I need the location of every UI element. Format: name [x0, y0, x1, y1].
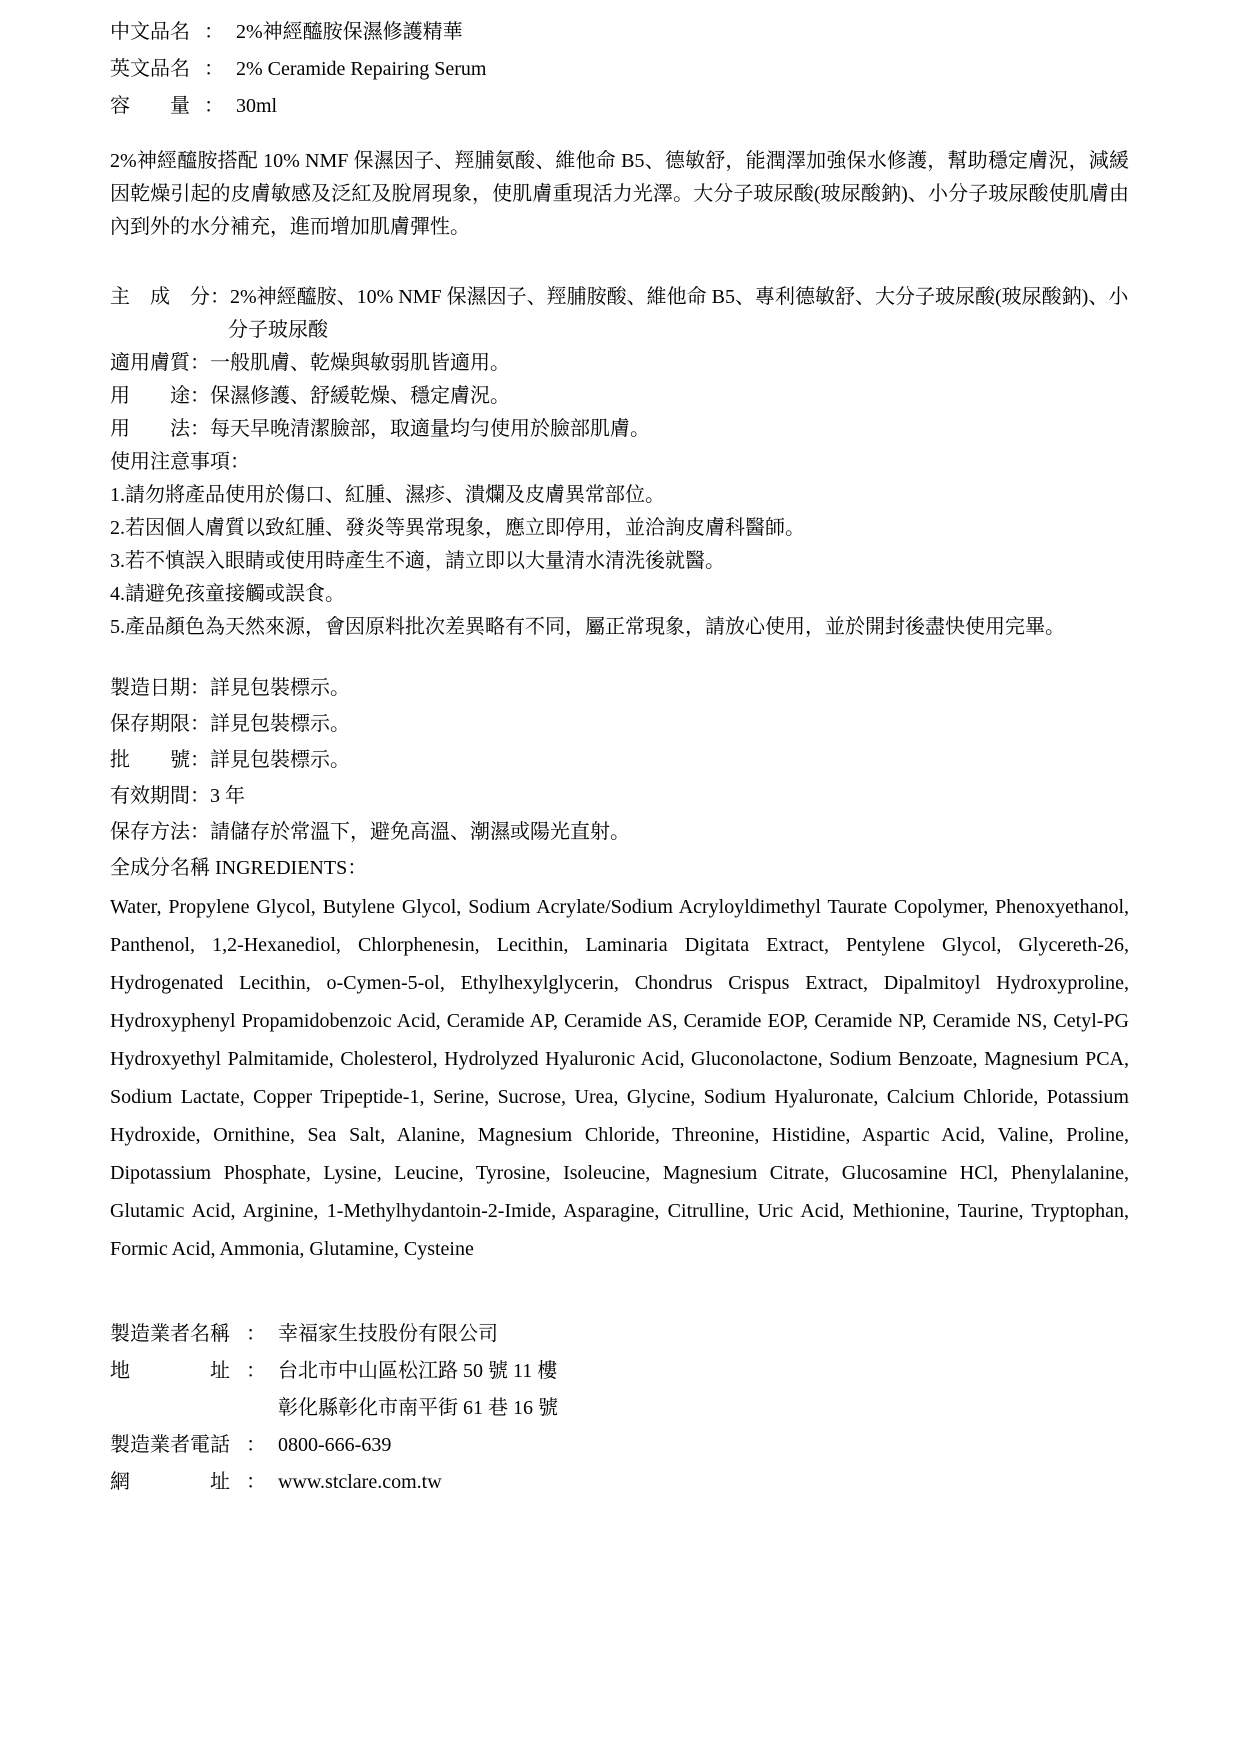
- field-label: 英文品名: [110, 58, 190, 80]
- field-value: 每天早晚清潔臉部，取適量均勻使用於臉部肌膚。: [210, 418, 650, 440]
- field-expiry-date: [110, 706, 1129, 742]
- field-value: www.stclare.com.tw: [278, 1471, 442, 1493]
- field-purpose: [110, 380, 1129, 413]
- field-batch-number: [110, 742, 1129, 778]
- field-volume: [110, 88, 1129, 125]
- field-label: 製造業者電話: [110, 1434, 230, 1456]
- field-manufacturer-website: [110, 1464, 1129, 1501]
- storage-info-section: [110, 670, 1129, 886]
- field-value: 30ml: [236, 95, 278, 117]
- field-label: 用 法：: [110, 418, 210, 440]
- field-value: 幸福家生技股份有限公司: [278, 1323, 498, 1345]
- precaution-item: 5.產品顏色為天然來源，會因原料批次差異略有不同，屬正常現象，請放心使用，並於開封後盡快使用完畢。: [110, 616, 1065, 638]
- field-label: 用 途：: [110, 385, 210, 407]
- ingredients-list: Water, Propylene Glycol, Butylene Glycol, Sodium Acrylate/Sodium Acryloyldimethyl Taurate Copolymer, Phenoxyethanol, Panthenol, 1,2-Hexanediol, Chlorphenesin, Lecithin, Laminaria Digitata Extract, Pentylene Glycol, Glycereth-26, Hydrogenated Lecithin, o-Cymen-5-ol, Ethylhexylglycerin, Chondrus Crispus Extract, Dipalmitoyl Hydroxyproline, Hydroxyphenyl Propamidobenzoic Acid, Ceramide AP, Ceramide AS, Ceramide EOP, Ceramide NP, Ceramide NS, Cetyl-PG Hydroxyethyl Palmitamide, Cholesterol, Hydrolyzed Hyaluronic Acid, Gluconolactone, Sodium Benzoate, Magnesium PCA, Sodium Lactate, Copper Tripeptide-1, Serine, Sucrose, Urea, Glycine, Sodium Hyaluronate, Calcium Chloride, Potassium Hydroxide, Ornithine, Sea Salt, Alanine, Magnesium Chloride, Threonine, Histidine, Aspartic Acid, Valine, Proline, Dipotassium Phosphate, Lysine, Leucine, Tyrosine, Isoleucine, Magnesium Citrate, Glucosamine HCl, Phenylalanine, Glutamic Acid, Arginine, 1-Methylhydantoin-2-Imide, Asparagine, Citrulline, Uric Acid, Methionine, Taurine, Tryptophan, Formic Acid, Ammonia, Glutamine, Cysteine: [110, 896, 1129, 1260]
- field-value: 詳見包裝標示。: [210, 677, 350, 699]
- field-value: 請儲存於常溫下，避免高溫、潮濕或陽光直射。: [210, 821, 630, 843]
- field-value: 詳見包裝標示。: [210, 713, 350, 735]
- field-label: 製造業者名稱: [110, 1323, 230, 1345]
- field-manufacturer-address: [110, 1353, 1129, 1390]
- field-label: 主 成 分：: [110, 286, 230, 308]
- field-value: 2% Ceramide Repairing Serum: [236, 58, 487, 80]
- ingredients-title: 全成分名稱 INGREDIENTS：: [110, 857, 368, 879]
- field-skin-type: [110, 347, 1129, 380]
- field-value: 2%神經醯胺、10% NMF 保濕因子、羥脯胺酸、維他命 B5、專利德敏舒、大分子玻尿酸(玻尿酸鈉)、小分子玻尿酸: [228, 286, 1129, 341]
- field-label: 批 號：: [110, 749, 210, 771]
- manufacturer-section: [110, 1316, 1129, 1501]
- product-description: 2%神經醯胺搭配 10% NMF 保濕因子、羥脯氨酸、維他命 B5、德敏舒，能潤澤加強保水修護，幫助穩定膚況，減緩因乾燥引起的皮膚敏感及泛紅及脫屑現象，使肌膚重現活力光澤。大分子玻尿酸(玻尿酸鈉)、小分子玻尿酸使肌膚由內到外的水分補充，進而增加肌膚彈性。: [110, 150, 1129, 238]
- colon-separator: ：: [204, 58, 224, 80]
- field-shelf-life: [110, 778, 1129, 814]
- colon-separator: ：: [246, 1471, 266, 1493]
- colon-separator: ：: [246, 1323, 266, 1345]
- field-label: 中文品名: [110, 21, 190, 43]
- field-label: 有效期間：: [110, 785, 210, 807]
- field-label: 製造日期：: [110, 677, 210, 699]
- field-label: 適用膚質：: [110, 352, 210, 374]
- precaution-item: 1.請勿將產品使用於傷口、紅腫、濕疹、潰爛及皮膚異常部位。: [110, 484, 665, 506]
- precaution-item: 3.若不慎誤入眼睛或使用時產生不適，請立即以大量清水清洗後就醫。: [110, 550, 725, 572]
- field-label: 保存期限：: [110, 713, 210, 735]
- field-value: 3 年: [210, 785, 245, 807]
- field-manufacturer-phone: [110, 1427, 1129, 1464]
- field-main-ingredients: [110, 281, 1129, 347]
- field-label: 地 址: [110, 1360, 230, 1382]
- field-product-name-zh: [110, 14, 1129, 51]
- field-value: 一般肌膚、乾燥與敏弱肌皆適用。: [210, 352, 510, 374]
- precaution-item: 2.若因個人膚質以致紅腫、發炎等異常現象，應立即停用，並洽詢皮膚科醫師。: [110, 517, 805, 539]
- colon-separator: ：: [246, 1434, 266, 1456]
- colon-separator: ：: [246, 1360, 266, 1382]
- field-label: 保存方法：: [110, 821, 210, 843]
- product-header-section: [110, 14, 1129, 125]
- field-value: 台北市中山區松江路 50 號 11 樓: [278, 1360, 558, 1382]
- precaution-item: 4.請避免孩童接觸或誤食。: [110, 583, 345, 605]
- field-storage-method: [110, 814, 1129, 850]
- field-value: 2%神經醯胺保濕修護精華: [236, 21, 463, 43]
- field-manufacture-date: [110, 670, 1129, 706]
- product-details-section: [110, 281, 1129, 644]
- field-label: 網 址: [110, 1471, 230, 1493]
- field-label: 容 量: [110, 95, 190, 117]
- field-value: 詳見包裝標示。: [210, 749, 350, 771]
- field-directions: [110, 413, 1129, 446]
- colon-separator: ：: [204, 95, 224, 117]
- field-product-name-en: [110, 51, 1129, 88]
- field-manufacturer-address-line2: 彰化縣彰化市南平街 61 巷 16 號: [278, 1397, 558, 1419]
- colon-separator: ：: [204, 21, 224, 43]
- field-value: 保濕修護、舒緩乾燥、穩定膚況。: [210, 385, 510, 407]
- field-manufacturer-name: [110, 1316, 1129, 1353]
- field-value: 0800-666-639: [278, 1434, 392, 1456]
- precautions-title: 使用注意事項：: [110, 451, 250, 473]
